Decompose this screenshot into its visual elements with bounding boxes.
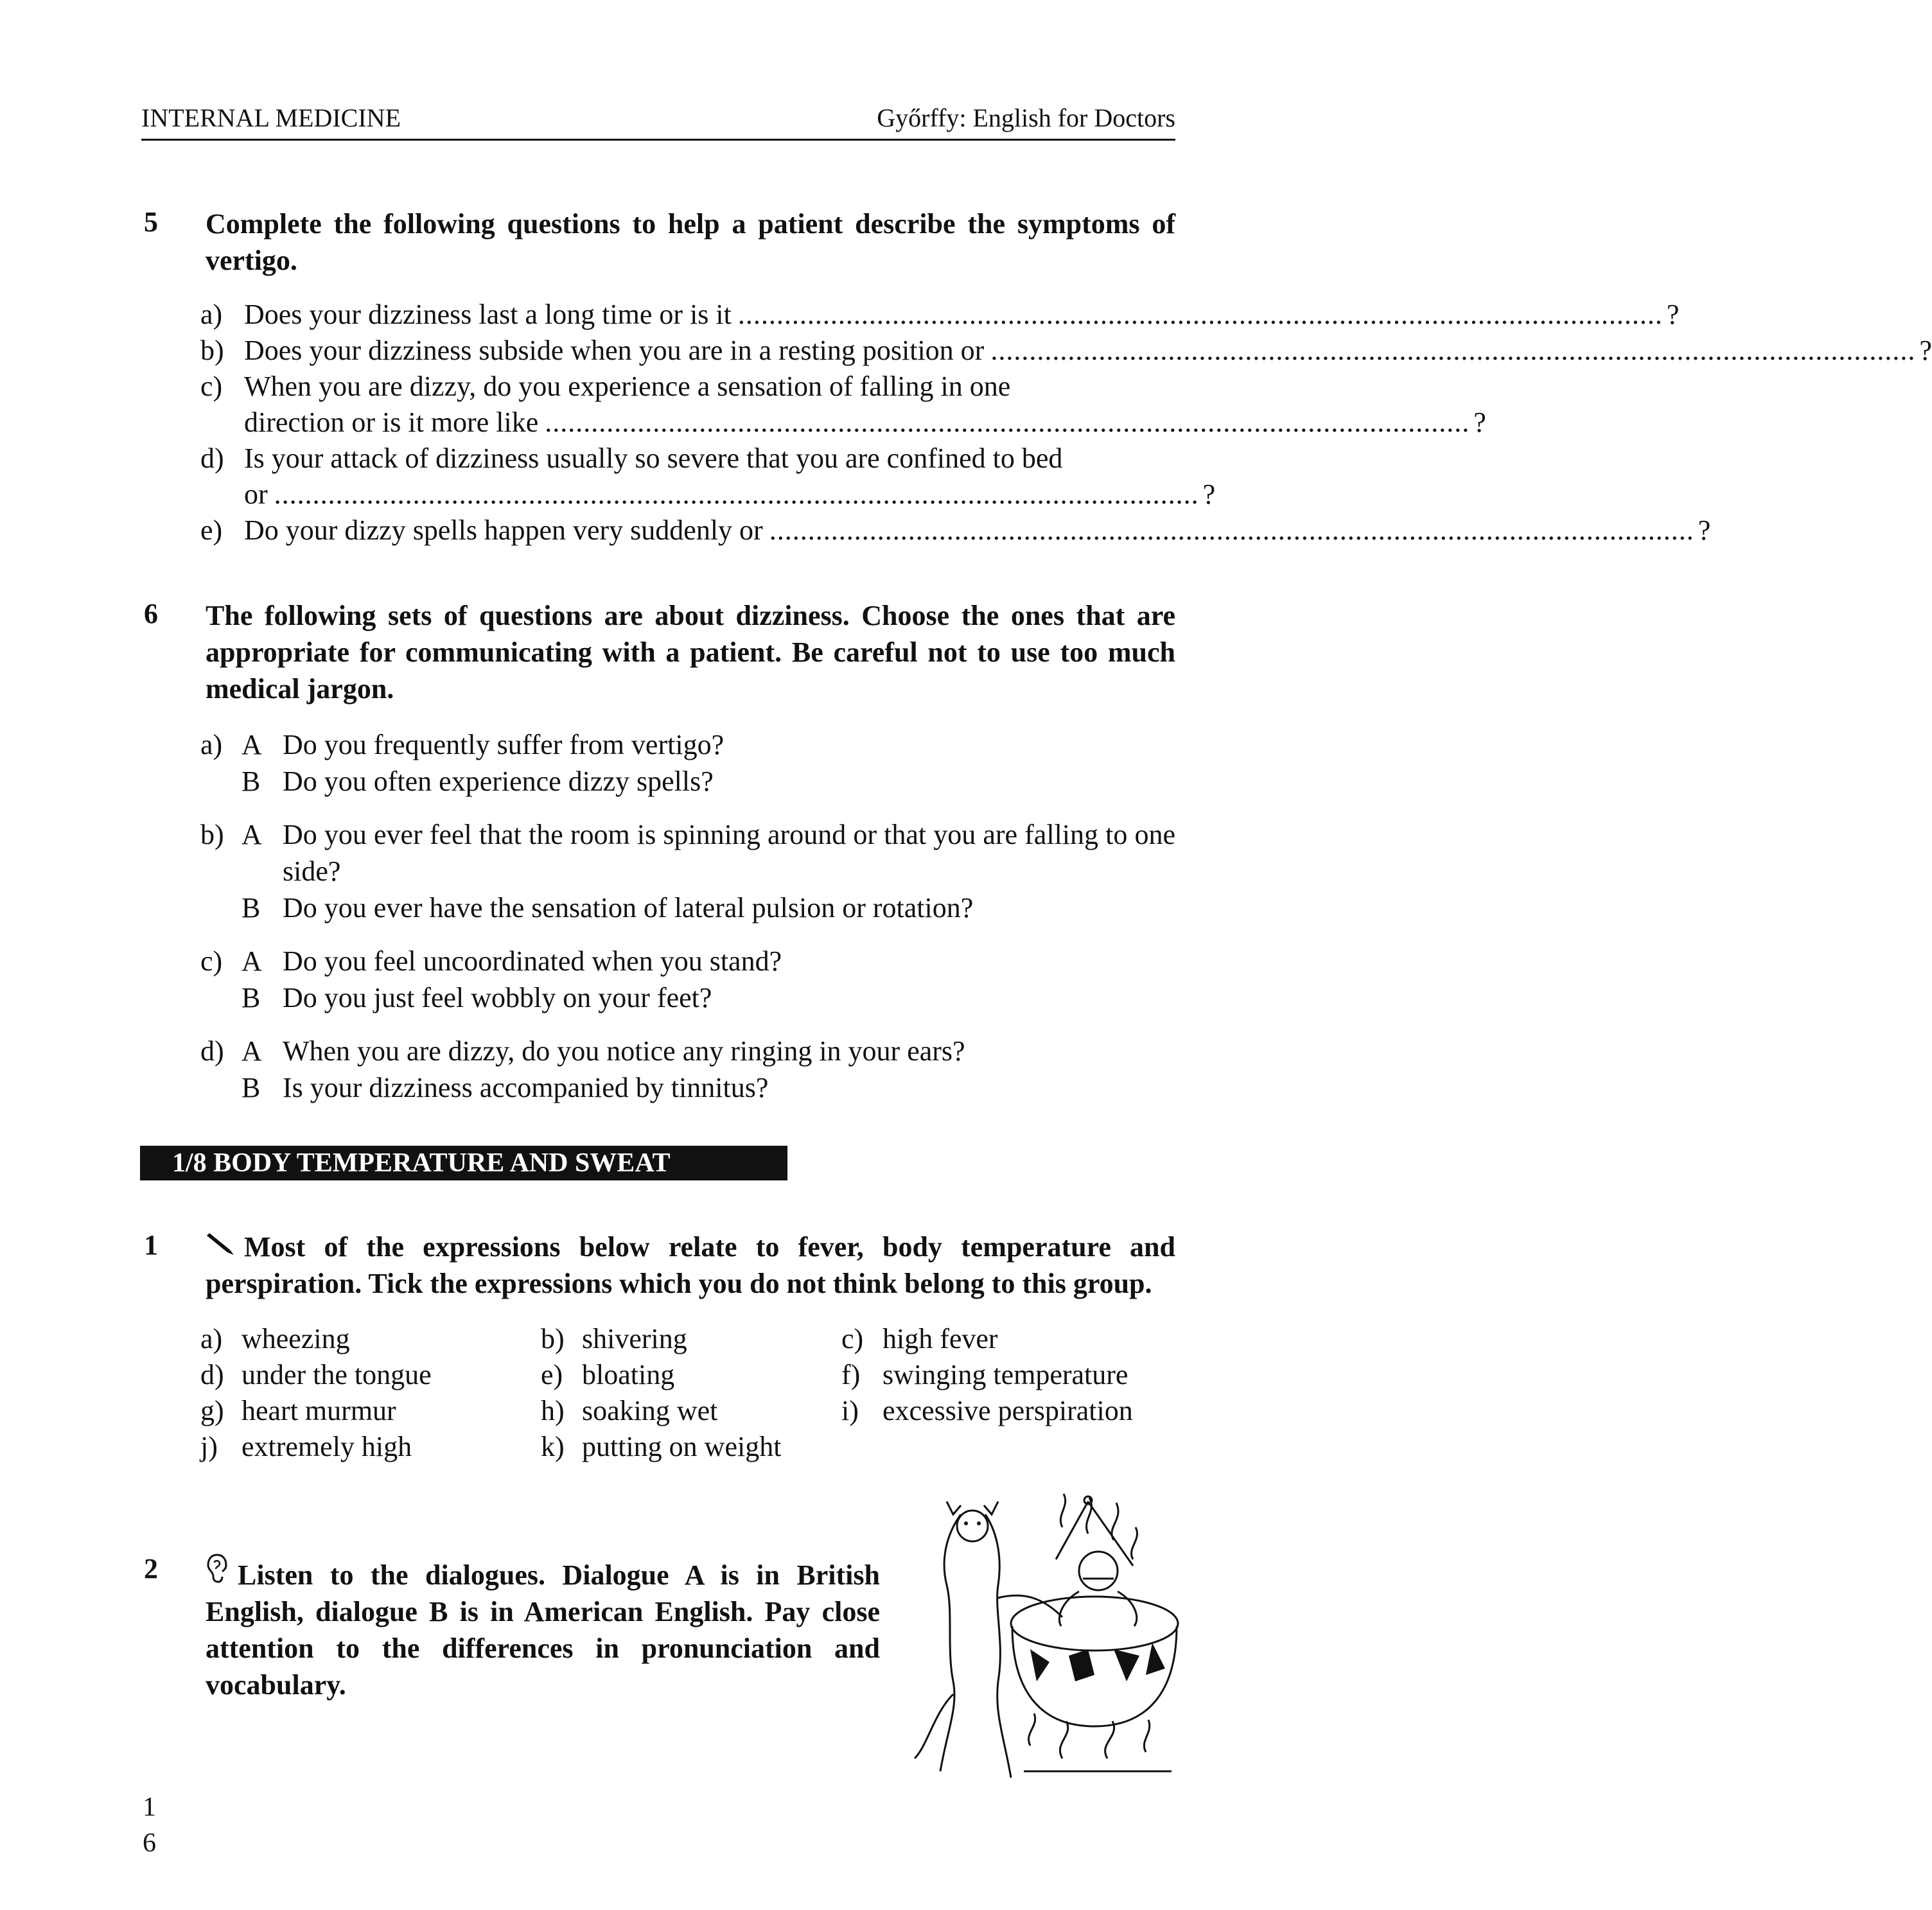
running-header	[141, 103, 1175, 141]
item-label: c)	[841, 1323, 864, 1354]
item-label: i)	[841, 1395, 859, 1426]
option-letter: B	[242, 892, 261, 924]
option-a[interactable]	[200, 943, 1175, 979]
question-text: Does your dizziness last a long time or is it	[244, 299, 732, 330]
question-text: Does your dizziness subside when you are in a resting position or	[244, 335, 985, 366]
exercise-instruction	[206, 1552, 880, 1703]
question-mark: ?	[1698, 514, 1711, 546]
question-item	[200, 441, 1216, 513]
option-letter: A	[242, 819, 262, 850]
ear-icon	[206, 1552, 229, 1593]
option-a[interactable]	[200, 726, 1175, 763]
exercise-instruction: Complete the following questions to help a patient describe the symptoms of vertigo.	[206, 208, 1175, 276]
expression-item[interactable]	[541, 1357, 841, 1393]
option-a[interactable]	[200, 1033, 1175, 1069]
cauldron-illustration	[902, 1489, 1187, 1791]
expression-text: high fever	[883, 1323, 998, 1354]
question-set	[200, 943, 1175, 1016]
set-label: a)	[200, 729, 223, 760]
instruction-text: Listen to the dialogues. Dialogue A is in British English, dialogue B is in American English. Pay close attention to the differences in pronunciation and vocabulary.	[206, 1559, 880, 1701]
expression-item[interactable]	[541, 1429, 841, 1465]
item-label: d)	[200, 442, 224, 474]
option-text: Do you just feel wobbly on your feet?	[283, 982, 712, 1013]
question-item	[200, 369, 1486, 441]
exercise-6	[141, 597, 1175, 1123]
expression-item[interactable]	[200, 1321, 541, 1357]
question-line	[244, 477, 1216, 513]
option-text: Do you frequently suffer from vertigo?	[283, 729, 724, 760]
expression-text: under the tongue	[242, 1359, 432, 1390]
question-line	[244, 405, 1486, 441]
item-label: f)	[841, 1359, 861, 1390]
question-item	[200, 297, 1680, 333]
exercise-number: 1	[144, 1229, 158, 1261]
answer-blank[interactable]: ........................................................................................................................	[769, 514, 1694, 546]
question-text: or	[244, 478, 268, 510]
item-label: a)	[200, 299, 223, 330]
expression-text: bloating	[582, 1359, 675, 1390]
exercise-number: 2	[144, 1553, 158, 1584]
question-text: When you are dizzy, do you experience a sensation of falling in one	[244, 371, 1011, 402]
option-letter: A	[242, 945, 262, 977]
expression-text: excessive perspiration	[883, 1395, 1133, 1426]
question-text: Do your dizzy spells happen very suddenly or	[244, 514, 763, 546]
question-item	[200, 513, 1711, 548]
expression-text: putting on weight	[582, 1431, 782, 1462]
section-heading	[140, 1146, 787, 1180]
question-text: direction or is it more like	[244, 407, 539, 438]
expression-item[interactable]	[200, 1429, 541, 1465]
question-mark: ?	[1202, 478, 1216, 510]
item-label: c)	[200, 371, 223, 402]
expression-item[interactable]	[541, 1393, 841, 1429]
question-mark: ?	[1919, 335, 1932, 366]
exercise-instruction: The following sets of questions are about dizziness. Choose the ones that are appropriate for communicating with a patient. Be careful not to use too much medical jargon.	[206, 600, 1175, 705]
question-line	[244, 333, 1932, 369]
question-set	[200, 816, 1175, 926]
exercise-number: 5	[144, 206, 158, 238]
question-mark: ?	[1666, 299, 1680, 330]
answer-blank[interactable]: ........................................................................................................................	[737, 299, 1663, 330]
option-text: Do you feel uncoordinated when you stand?	[283, 945, 782, 977]
expression-item[interactable]	[841, 1357, 1175, 1393]
item-label: b)	[541, 1323, 565, 1354]
expression-text: swinging temperature	[883, 1359, 1128, 1390]
item-label: b)	[200, 335, 224, 366]
expression-item[interactable]	[541, 1321, 841, 1357]
option-text: Do you ever feel that the room is spinning around or that you are falling to one side?	[283, 819, 1175, 887]
answer-blank[interactable]: ........................................................................................................................	[990, 335, 1916, 366]
expression-text: shivering	[582, 1323, 687, 1354]
item-label: e)	[200, 514, 223, 546]
option-letter: B	[242, 1072, 261, 1103]
page-number-digit-1: 1	[143, 1792, 156, 1822]
item-label: h)	[541, 1395, 565, 1426]
question-line	[244, 297, 1680, 333]
option-letter: A	[242, 1035, 262, 1067]
question-line	[244, 369, 1175, 405]
exercise-instruction	[206, 1229, 1175, 1302]
item-label: k)	[541, 1431, 565, 1462]
set-label: b)	[200, 819, 224, 850]
section-exercise-2	[141, 1552, 880, 1703]
item-label: g)	[200, 1395, 224, 1426]
expression-item[interactable]	[841, 1321, 1175, 1357]
question-item	[200, 333, 1932, 369]
set-label: c)	[200, 945, 223, 977]
item-label: j)	[200, 1431, 218, 1462]
option-b[interactable]	[200, 1069, 1175, 1106]
section-title: 1/8 BODY TEMPERATURE AND SWEAT	[172, 1148, 671, 1178]
expression-text: heart murmur	[242, 1395, 396, 1426]
question-line	[244, 441, 1175, 477]
question-text: Is your attack of dizziness usually so severe that you are confined to bed	[244, 442, 1063, 474]
page-number-digit-2: 6	[143, 1828, 156, 1858]
option-letter: B	[242, 766, 261, 797]
question-set	[200, 1033, 1175, 1106]
answer-blank[interactable]: ........................................................................................................................	[545, 407, 1470, 438]
option-letter: B	[242, 982, 261, 1013]
exercise-number: 6	[144, 598, 158, 629]
section-exercise-1	[141, 1229, 1175, 1465]
option-b[interactable]	[200, 979, 1175, 1016]
item-label: a)	[200, 1323, 223, 1354]
item-label: e)	[541, 1359, 563, 1390]
expression-item[interactable]	[841, 1393, 1175, 1429]
expression-grid	[200, 1321, 1175, 1465]
header-book-title: Győrffy: English for Doctors	[877, 103, 1175, 132]
option-b[interactable]	[200, 889, 1175, 926]
expression-item[interactable]	[200, 1393, 541, 1429]
expression-text: extremely high	[242, 1431, 412, 1462]
question-list	[200, 297, 1932, 548]
question-sets	[141, 726, 1175, 1106]
option-text: Do you ever have the sensation of lateral pulsion or rotation?	[283, 892, 974, 924]
question-line	[244, 513, 1711, 548]
pencil-icon	[206, 1229, 235, 1265]
question-set	[200, 726, 1175, 800]
answer-blank[interactable]: ........................................................................................................................	[274, 478, 1199, 510]
expression-text: soaking wet	[582, 1395, 718, 1426]
question-mark: ?	[1473, 407, 1486, 438]
option-text: Is your dizziness accompanied by tinnitus?	[283, 1072, 769, 1103]
expression-text: wheezing	[242, 1323, 350, 1354]
set-label: d)	[200, 1035, 224, 1067]
exercise-5	[141, 206, 1932, 548]
option-a[interactable]	[200, 816, 1175, 889]
expression-item[interactable]	[200, 1357, 541, 1393]
option-letter: A	[242, 729, 262, 760]
header-section-title: INTERNAL MEDICINE	[141, 103, 401, 132]
option-text: Do you often experience dizzy spells?	[283, 766, 714, 797]
instruction-text: Most of the expressions below relate to fever, body temperature and perspiration. Tick the expressions which you do not think belong to this group.	[206, 1231, 1175, 1299]
item-label: d)	[200, 1359, 224, 1390]
option-text: When you are dizzy, do you notice any ringing in your ears?	[283, 1035, 965, 1067]
option-b[interactable]	[200, 763, 1175, 800]
